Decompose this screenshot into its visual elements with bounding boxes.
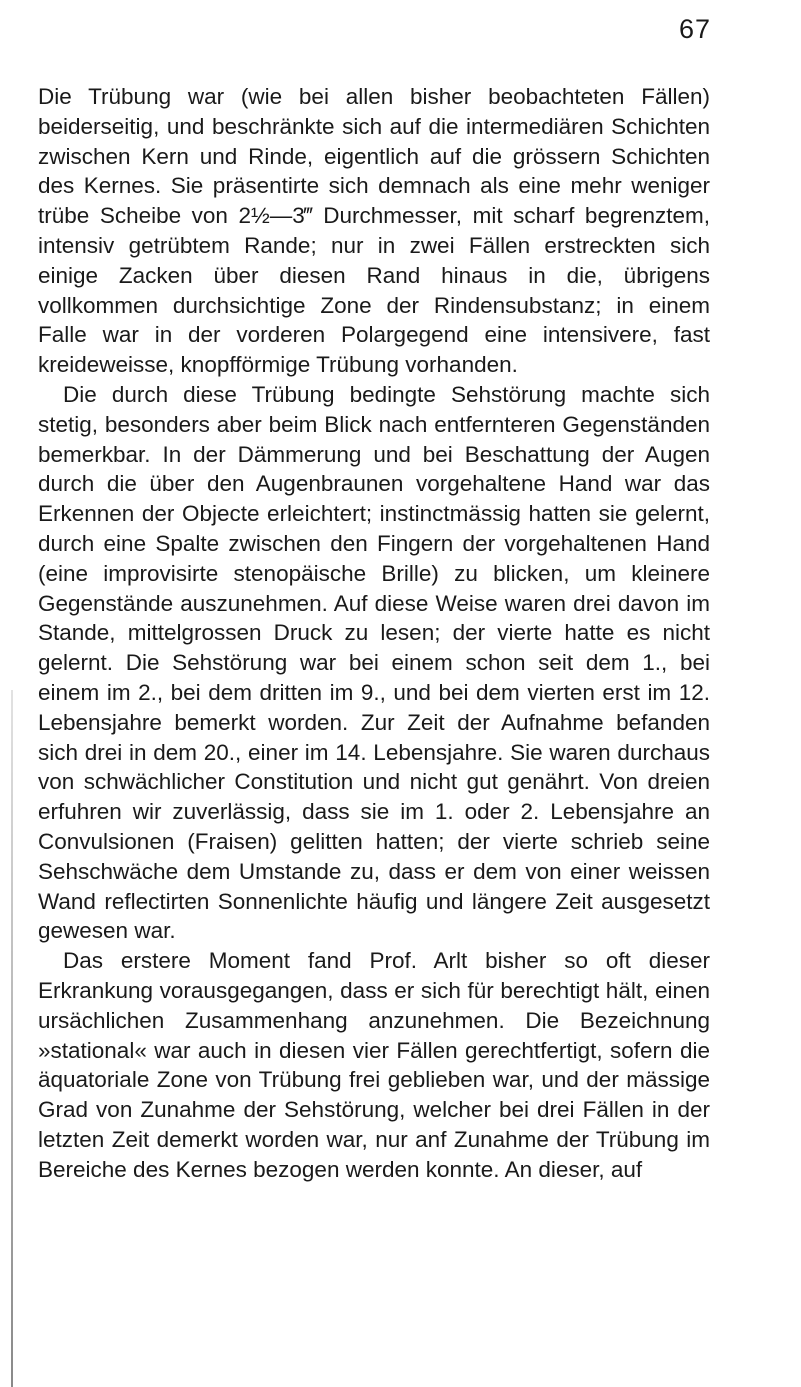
body-text bbox=[38, 82, 710, 1184]
paragraph-2: Die durch diese Trübung bedingte Sehstörung machte sich stetig, besonders aber beim Blick nach entfernteren Gegenständen bemerkbar. In der Dämmerung und bei Beschattung der Augen durch die über den Augenbraunen vorgehaltene Hand war das Erkennen der Objecte erleichtert; instinctmässig hatten sie gelernt, durch eine Spalte zwischen den Fingern der vorgehaltenen Hand (eine improvisirte stenopäische Brille) zu blicken, um kleinere Gegenstände auszunehmen. Auf diese Weise waren drei davon im Stande, mittelgrossen Druck zu lesen; der vierte hatte es nicht gelernt. Die Sehstörung war bei einem schon seit dem 1., bei einem im 2., bei dem dritten im 9., und bei dem vierten erst im 12. Lebensjahre bemerkt worden. Zur Zeit der Aufnahme befanden sich drei in dem 20., einer im 14. Lebensjahre. Sie waren durchaus von schwächlicher Constitution und nicht gut genährt. Von dreien erfuhren wir zuverlässig, dass sie im 1. oder 2. Lebensjahre an Convulsionen (Fraisen) gelitten hatten; der vierte schrieb seine Sehschwäche dem Umstande zu, dass er dem von einer weissen Wand reflectirten Sonnenlichte häufig und längere Zeit ausgesetzt gewesen war. bbox=[38, 381, 710, 944]
page-edge-shadow bbox=[11, 690, 13, 1387]
page-number: 67 bbox=[678, 14, 711, 44]
paragraph-3: Das erstere Moment fand Prof. Arlt bisher so oft dieser Erkrankung vorausgegangen, dass er sich für berechtigt hält, einen ursächlichen Zusammenhang anzunehmen. Die Bezeichnung »stational« war auch in diesen vier Fällen gerechtfertigt, sofern die äquatoriale Zone von Trübung frei geblieben war, und der mässige Grad von Zunahme der Sehstörung, welcher bei drei Fällen in der letzten Zeit demerkt worden war, nur anf Zunahme der Trübung im Bereiche des Kernes bezogen werden konnte. An dieser, auf bbox=[38, 948, 710, 1182]
paragraph-1: Die Trübung war (wie bei allen bisher beobachteten Fällen) beiderseitig, und beschränkte sich auf die intermediären Schichten zwischen Kern und Rinde, eigentlich auf die grössern Schichten des Kernes. Sie präsentirte sich demnach als eine mehr weniger trübe Scheibe von 2½—3‴ Durchmesser, mit scharf begrenztem, intensiv getrübtem Rande; nur in zwei Fällen erstreckten sich einige Zacken über diesen Rand hinaus in die, übrigens vollkommen durchsichtige Zone der Rindensubstanz; in einem Falle war in der vorderen Polargegend eine intensivere, fast kreideweisse, knopfförmige Trübung vorhanden. bbox=[38, 84, 710, 378]
